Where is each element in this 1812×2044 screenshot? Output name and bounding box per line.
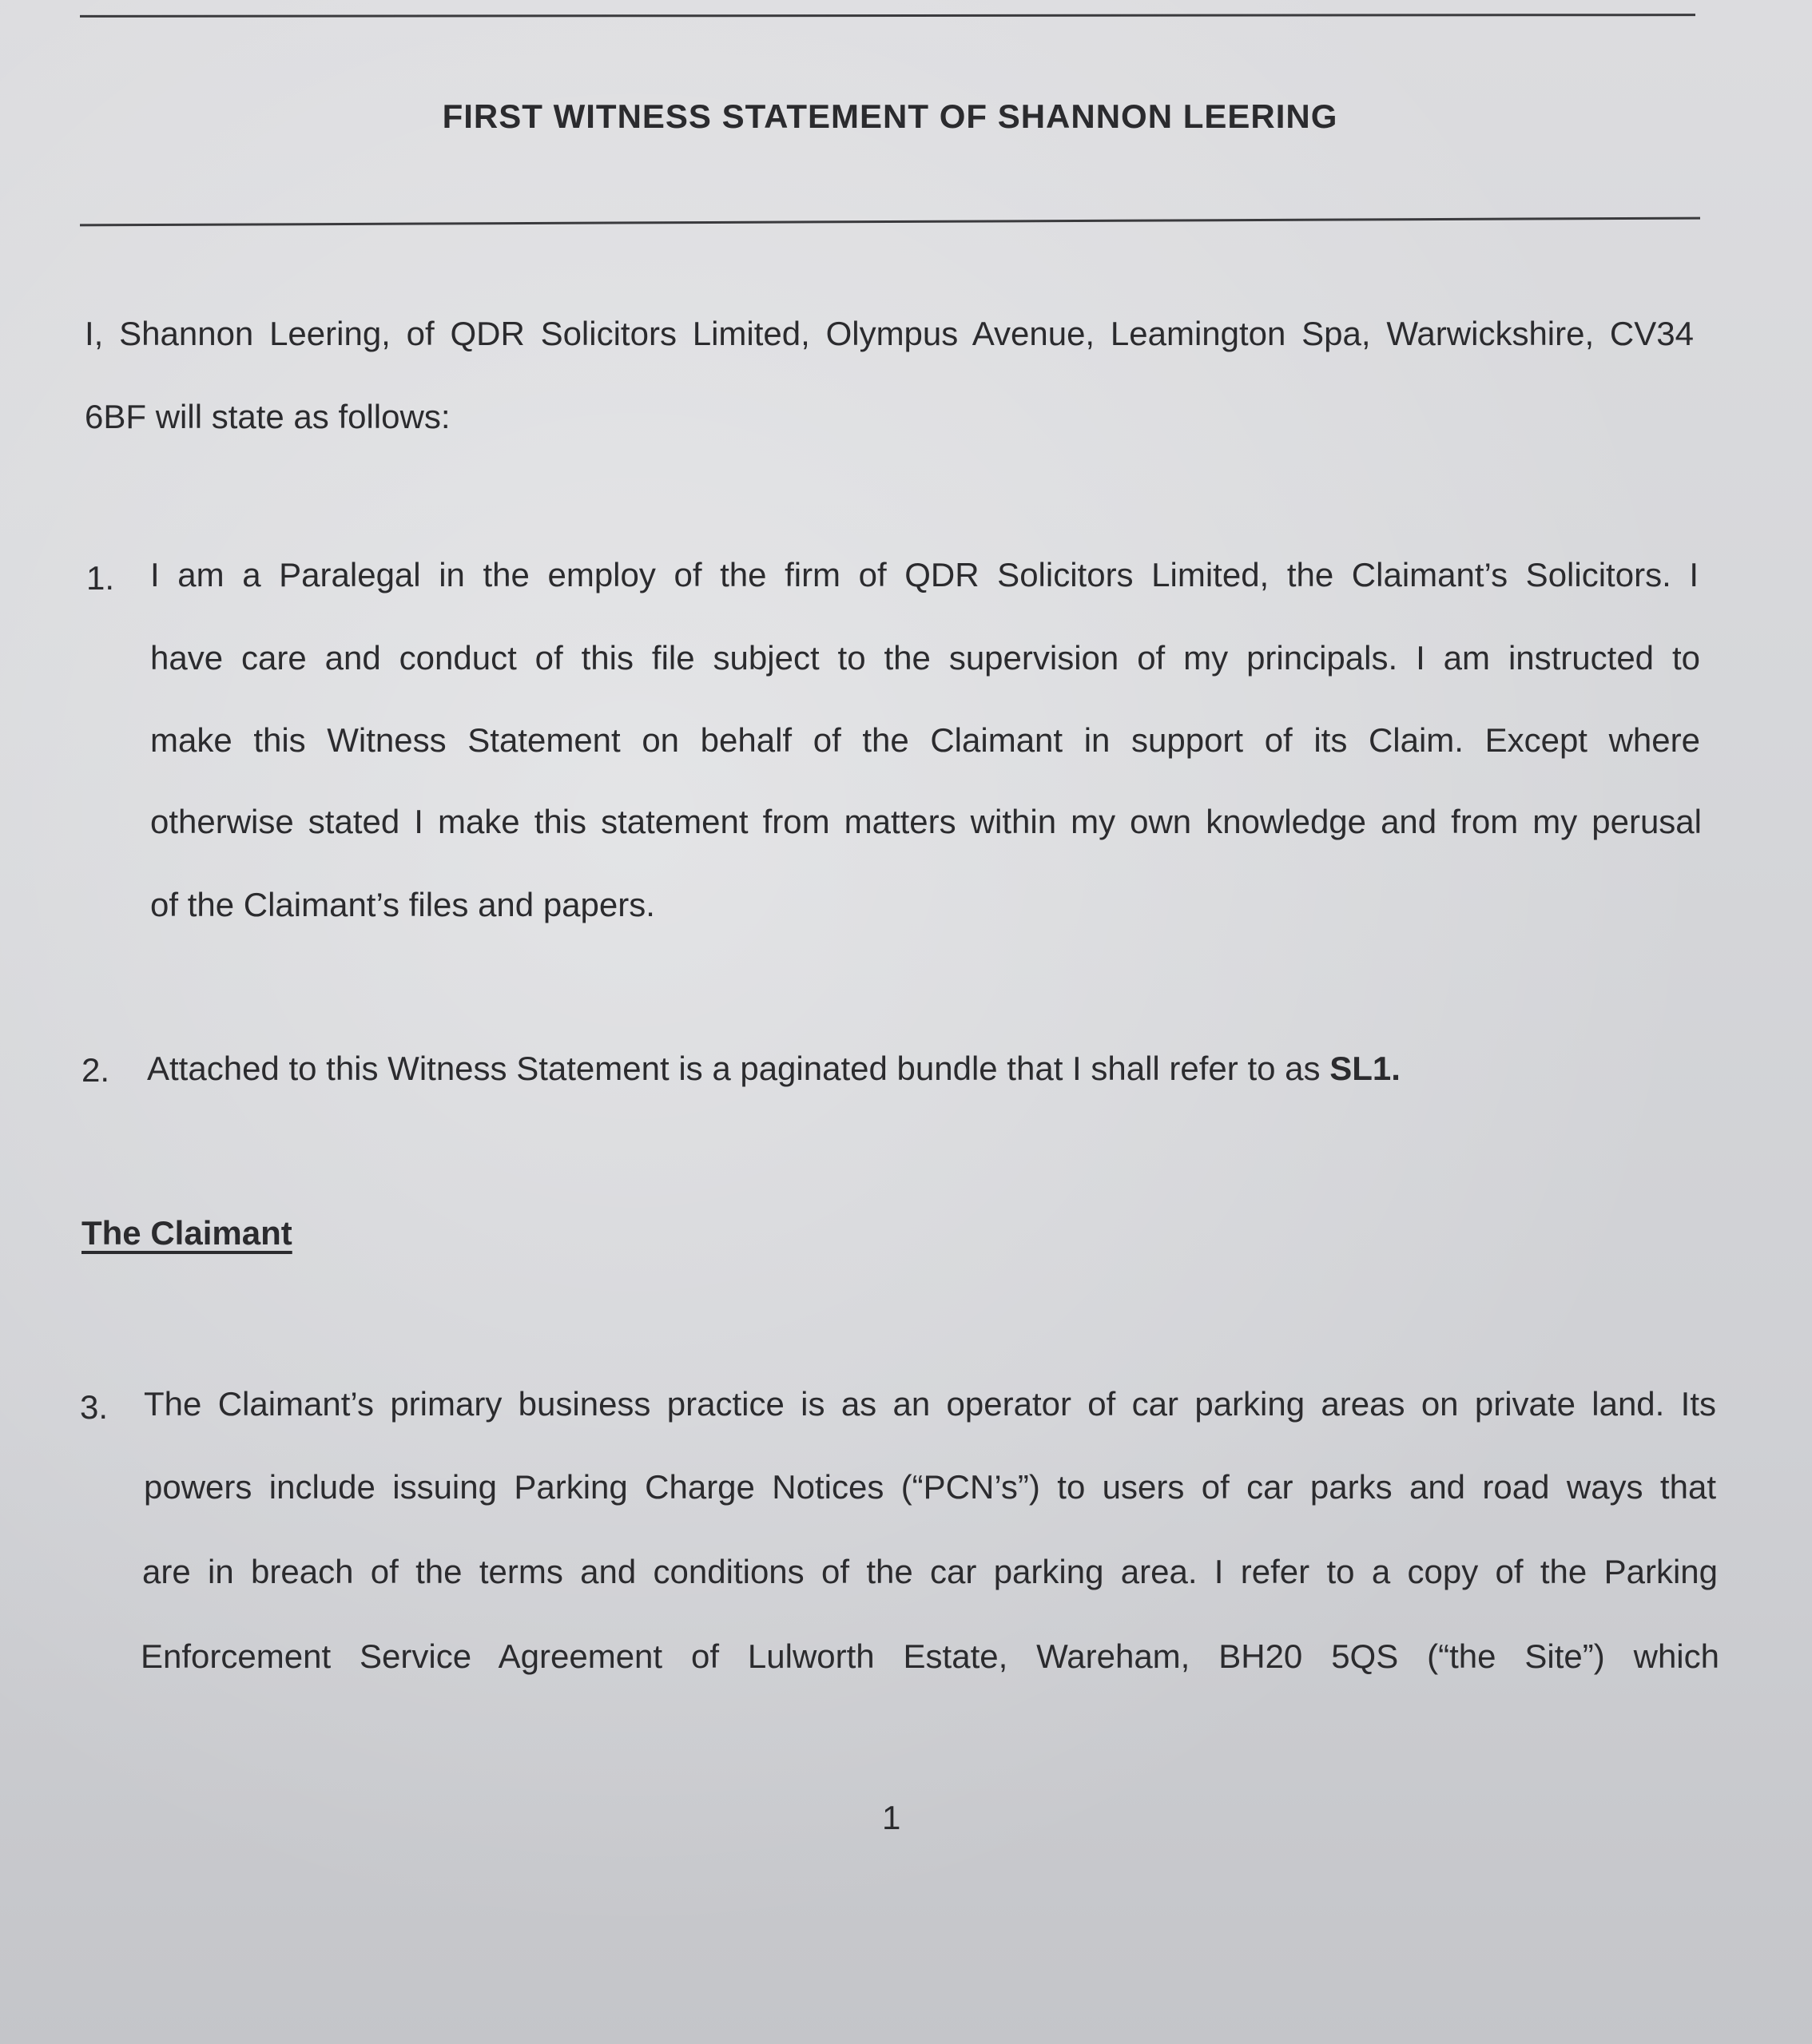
paragraph-number: 3.	[80, 1388, 109, 1426]
top-rule	[80, 14, 1695, 18]
paragraph-3-line-2: powers include issuing Parking Charge Notices (“PCN’s”) to users of car parks and road ways that	[144, 1468, 1716, 1506]
paragraph-1-line-5: of the Claimant’s files and papers.	[150, 886, 655, 923]
title-rule	[80, 217, 1700, 227]
intro-line-2: 6BF will state as follows:	[85, 398, 451, 435]
intro-line-1: I, Shannon Leering, of QDR Solicitors Limited, Olympus Avenue, Leamington Spa, Warwickshire, CV34	[85, 315, 1694, 352]
paragraph-number: 2.	[81, 1051, 110, 1089]
document-title: FIRST WITNESS STATEMENT OF SHANNON LEERING	[442, 97, 1338, 135]
paragraph-1-line-4: otherwise stated I make this statement from matters within my own knowledge and from my perusal	[150, 803, 1702, 840]
paragraph-2-body: Attached to this Witness Statement is a paginated bundle that I shall refer to as	[147, 1050, 1321, 1087]
paragraph-3-line-3: are in breach of the terms and conditions of the car parking area. I refer to a copy of the Parking	[142, 1553, 1718, 1590]
paragraph-3-line-4: Enforcement Service Agreement of Lulworth Estate, Wareham, BH20 5QS (“the Site”) which	[141, 1637, 1719, 1675]
paragraph-1-line-1: I am a Paralegal in the employ of the firm of QDR Solicitors Limited, the Claimant’s Solicitors. I	[150, 556, 1699, 593]
paragraph-1-line-3: make this Witness Statement on behalf of the Claimant in support of its Claim. Except where	[150, 721, 1700, 759]
exhibit-reference: SL1.	[1329, 1050, 1401, 1087]
paragraph-2-text	[147, 1050, 1401, 1088]
section-heading: The Claimant	[81, 1214, 292, 1252]
paragraph-3-line-1: The Claimant’s primary business practice is as an operator of car parking areas on private land. Its	[144, 1385, 1716, 1423]
page-number: 1	[882, 1799, 901, 1836]
paragraph-number: 1.	[86, 559, 115, 597]
paragraph-1-line-2: have care and conduct of this file subject to the supervision of my principals. I am instructed to	[150, 639, 1700, 677]
